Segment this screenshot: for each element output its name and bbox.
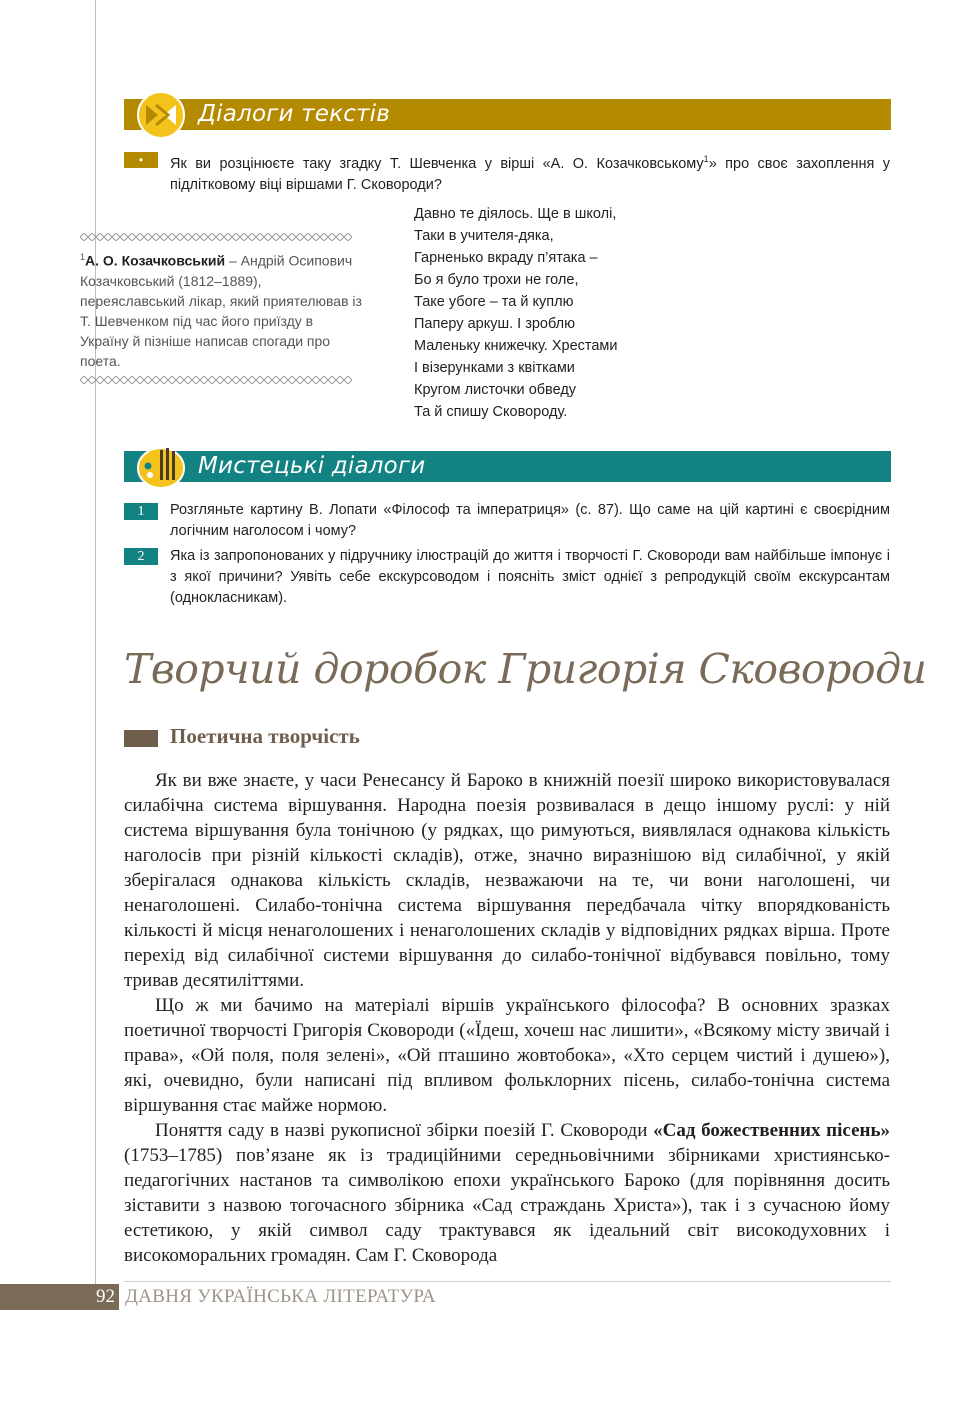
task-number: 2 [124, 548, 158, 565]
footnote-rule-top [80, 233, 352, 241]
paragraph: Як ви вже знаєте, у часи Ренесансу й Бароко в книжній поезії широко використовувалася силабічна система віршування. Народна поезія розвивалася в дещо іншому руслі: у ній система віршування була тонічною (у рядках, що римуються, виявлялася однакова кількість наголосів при різній кількості складів), отже, значно виразнішою від силабічної, у якій зберігалася однакова кількість складів, незважаючи на те, чи вони наголошені, чи ненаголошені. Силабо-тонічна система віршування передбачала чітку впорядкованість кількості й місця ненаголошених і ненаголошених складів у відповідних рядках вірша. Проте перехід від силабічної системи віршування до силабо-тонічної відбувався повільно, тому тривав десятиліттями. [124, 770, 890, 991]
section-title: Мистецькі діалоги [198, 453, 426, 479]
poem-line: І візерунками з квітками [414, 360, 575, 376]
paragraph: Що ж ми бачимо на матеріалі віршів українського філософа? В основних зразках поетичної творчості Григорія Сковороди («Їдеш, хочеш нас лишити», «Всякому місту звичай і права», «Ой поля, поля зелені», «Ой пташино жовтобока», «Хто серцем чистий і душею»), які, очевидно, були написані під впливом фольклорних пісень, силабо-тонічна система віршування стає майже нормою. [124, 995, 890, 1116]
poem-line: Таке убоге – та й куплю [414, 294, 574, 310]
section-bar-art-dialogues [124, 451, 891, 482]
poem-line: Маленьку книжечку. Хрестами [414, 338, 618, 354]
subheading: Поетична творчість [170, 724, 360, 748]
poem-excerpt [414, 203, 618, 423]
running-title: ДАВНЯ УКРАЇНСЬКА ЛІТЕРАТУРА [125, 1286, 436, 1307]
question-text: Як ви розцінюєте таку згадку Т. Шевченка у вірші «А. О. Козачковському$^1$» про своє захоплення у підлітковому віці віршами Г. Сковороди? [170, 154, 890, 193]
palette-brushes-icon [136, 442, 186, 492]
task-text: Яка із запропонованих у підручнику ілюстрацій до життя і творчості Г. Сковороди вам найбільше імпонує і з якої причини? Уявіть себе екскурсоводом і поясніть зміст однієї з репродукцій своїм екскурсантам (однокласникам). [170, 548, 890, 606]
poem-line: Давно те діялось. Ще в школі, [414, 206, 617, 222]
poem-line: Таки в учителя-дяка, [414, 228, 554, 244]
section-title: Діалоги текстів [198, 101, 390, 127]
poem-line: Гарненько вкраду п’ятака – [414, 250, 598, 266]
poem-line: Бо я було трохи не голе, [414, 272, 579, 288]
footnote: $^1$А. О. Козачковський – Андрій Осипович Козачковський (1812–1889), переяславський лікар, який приятелював із Т. Шевченком під час його приїзду в Україну й пізніше написав спогади про поета. [80, 252, 362, 369]
paragraph: Поняття саду в назві рукописної збірки поезій Г. Сковороди «Сад божественних пісень» (1753–1785) пов’язане як із традиційними середньовічними збірниками християнсько-педагогічних настанов та символікою епохи українського Бароко (для порівняння досить зіставити з назвою тогочасного збірника «Сад страждань Христа»), так і з сучасною йому естетикою, у якій символ саду трактувався як ідеальний світ високодуховних і високоморальних громадян. Сам Г. Сковорода [124, 1120, 891, 1266]
body-text [124, 768, 890, 1268]
footnote-rule-bottom [80, 376, 352, 384]
poem-line: Та й спишу Сковороду. [414, 404, 568, 420]
task-number: 1 [124, 503, 158, 520]
margin-line [95, 0, 96, 1290]
footer-rule [124, 1281, 891, 1282]
poem-line: Кругом листочки обведу [414, 382, 577, 398]
task-text: Розгляньте картину В. Лопати «Філософ та імператриця» (с. 87). Що саме на цій картині є своєрідним логічним наголосом і чому? [170, 502, 890, 539]
poem-line: Паперу аркуш. І зроблю [414, 316, 575, 332]
chapter-title: Творчий доробок Григорія Сковороди [124, 645, 927, 693]
page-number: 92 [96, 1286, 115, 1307]
arrows-dialogue-icon [136, 90, 186, 140]
bullet-marker: • [124, 152, 158, 168]
page-number-box [0, 1284, 119, 1310]
subhead-marker [124, 730, 158, 747]
section-bar-dialogues-texts [124, 99, 891, 130]
